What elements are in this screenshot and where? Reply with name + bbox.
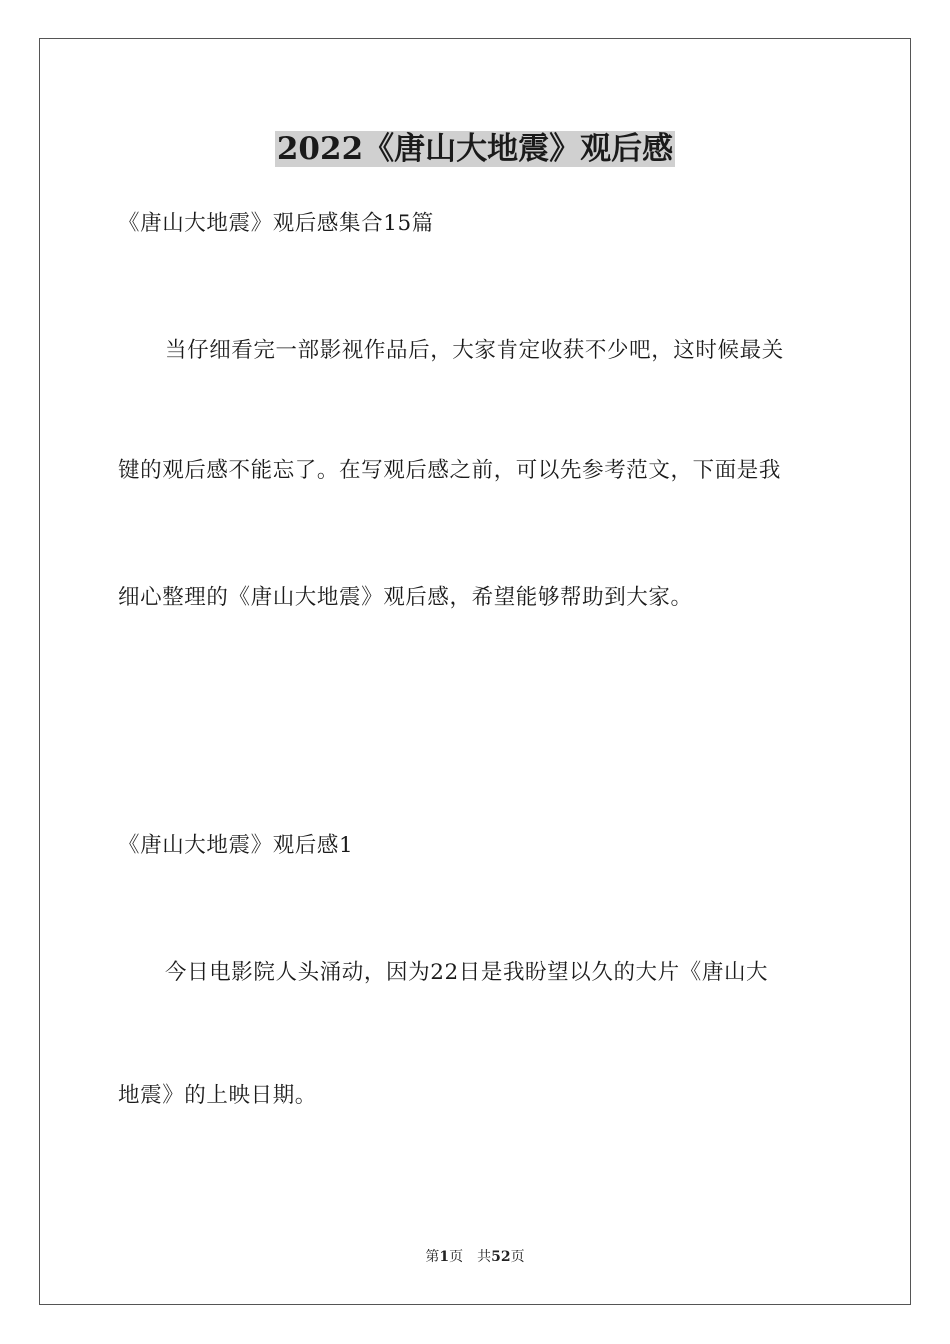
footer-page-number: 1 (439, 1249, 450, 1265)
document-title (0, 128, 950, 170)
footer-page-suffix: 页 (449, 1249, 464, 1265)
section-paragraph-line-2: 地震》的上映日期。 (118, 1083, 317, 1108)
footer-total-pages: 52 (491, 1249, 511, 1265)
intro-paragraph-line-3: 细心整理的《唐山大地震》观后感，希望能够帮助到大家。 (118, 585, 693, 610)
document-subtitle: 《唐山大地震》观后感集合15篇 (118, 211, 434, 236)
document-title-text: 2022《唐山大地震》观后感 (276, 131, 674, 167)
intro-paragraph-line-2: 键的观后感不能忘了。在写观后感之前，可以先参考范文，下面是我 (118, 458, 782, 483)
section-paragraph-line-1: 今日电影院人头涌动，因为22日是我盼望以久的大片《唐山大 (165, 960, 769, 985)
footer-total-suffix: 页 (510, 1249, 525, 1265)
footer-total-prefix: 共 (477, 1249, 492, 1265)
section-heading: 《唐山大地震》观后感1 (118, 833, 354, 858)
footer-page-prefix: 第 (425, 1249, 440, 1265)
intro-paragraph-line-1: 当仔细看完一部影视作品后，大家肯定收获不少吧，这时候最关 (165, 338, 784, 363)
page-footer (0, 1248, 950, 1266)
